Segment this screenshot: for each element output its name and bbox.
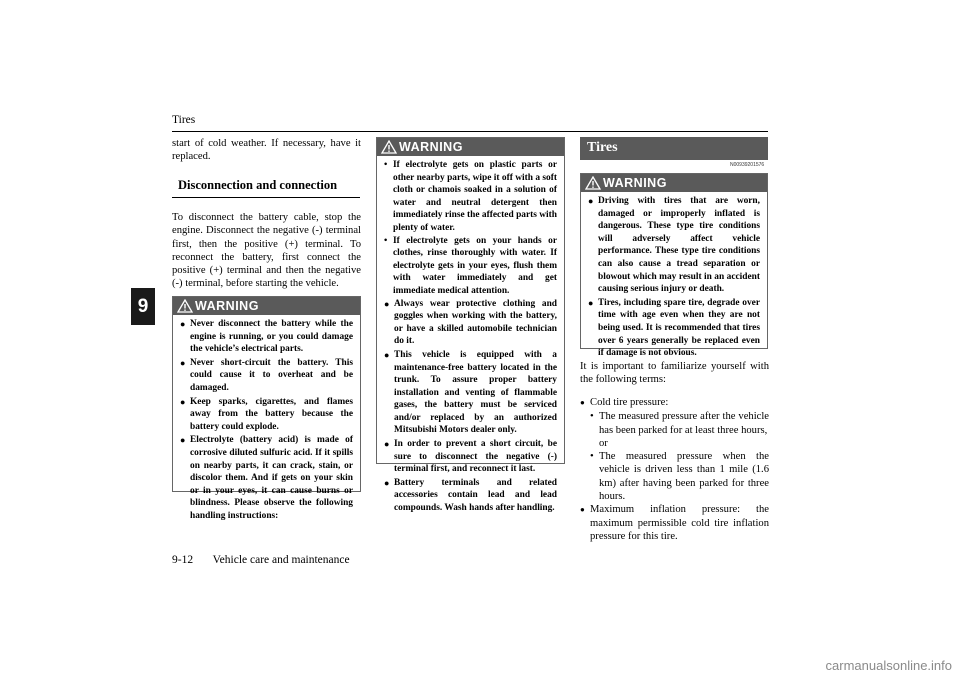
terms-list xyxy=(580,396,769,544)
left-intro: start of cold weather. If necessary, have it replaced. xyxy=(172,138,361,163)
page-footer xyxy=(172,554,350,566)
warning-box-middle xyxy=(376,137,565,514)
page-header-title: Tires xyxy=(172,114,196,126)
term-item: ● Cold tire pressure: xyxy=(580,397,669,408)
term-subitems xyxy=(580,410,769,503)
bullet-icon: ● xyxy=(384,298,390,309)
footer-section: Vehicle care and maintenance xyxy=(212,554,350,566)
bullet-icon: ● xyxy=(580,505,585,515)
term-subitem: • The measured pressure when the vehicle is driven less than 1 mile (1.6 km) after having been parked for three hours. xyxy=(590,451,769,503)
warning-item: ● Keep sparks, cigarettes, and flames away from the battery because the battery could explode. xyxy=(180,396,353,432)
dot-marker: • xyxy=(384,235,388,246)
warning-subitem: • If electrolyte gets on your hands or clothes, rinse thoroughly with water. If electrolyte gets in your eyes, flush them with water immediately and get immediate medical attention. xyxy=(384,235,557,296)
term-subitem: • The measured pressure after the vehicle has been parked for at least three hours, xyxy=(590,411,769,436)
warning-item: ● Never disconnect the battery while the engine is running, or you could damage the vehicle’s electrical parts. xyxy=(180,319,353,355)
watermark: carmanualsonline.info xyxy=(825,658,952,673)
warning-item: ● Driving with tires that are worn, damaged or improperly inflated is dangerous. These type tire conditions will adversely affect vehicle performance. These type tire conditions can also cause a tread separation or blowout which may result in an accident causing serious injury or death. xyxy=(588,196,760,295)
left-paragraph: To disconnect the battery cable, stop the engine. Disconnect the negative (-) terminal first, then the positive (+) terminal. To reconnect the battery, first connect the positive (+) terminal and then the negative (-) terminal, before starting the vehicle. xyxy=(172,212,361,290)
warning-item: ● In order to prevent a short circuit, be sure to disconnect the negative (-) terminal first, and reconnect it last. xyxy=(384,439,557,475)
bullet-icon: ● xyxy=(384,349,390,360)
warning-header: WARNING xyxy=(173,297,360,315)
warning-triangle-icon xyxy=(381,140,397,154)
document-code: N00939201576 xyxy=(730,162,765,168)
warning-item: ● Battery terminals and related accessories contain lead and lead compounds. Wash hands after handling. xyxy=(384,477,557,514)
dot-marker: • xyxy=(384,160,388,170)
bullet-icon: ● xyxy=(180,319,186,329)
warning-box-right xyxy=(580,173,768,359)
section-heading-tires: Tires xyxy=(580,137,768,160)
warning-header: WARNING xyxy=(377,138,564,156)
right-paragraph: It is important to familiarize yourself with the following terms: xyxy=(580,361,769,386)
bullet-icon: ● xyxy=(384,439,390,450)
warning-subitem: • If electrolyte gets on plastic parts or other nearby parts, wipe it off with a soft cloth or chamois soaked in a solution of water and neutral detergent then immediately rinse the affected parts with plenty of water. xyxy=(384,160,557,233)
page-number: 9-12 xyxy=(172,554,194,566)
dot-marker: • xyxy=(590,411,594,423)
dot-marker: • xyxy=(590,451,594,463)
bullet-icon: ● xyxy=(384,477,390,488)
bullet-icon: ● xyxy=(180,435,186,446)
header-rule xyxy=(172,131,768,132)
chapter-tab: 9 xyxy=(131,288,155,325)
warning-triangle-icon xyxy=(585,176,601,190)
bullet-icon: ● xyxy=(588,196,594,206)
warning-item: ● Tires, including spare tire, degrade over time with age even when they are not being used. It is recommended that tires over 6 years generally be replaced even if damage is not obvious. xyxy=(588,297,760,359)
term-or: or xyxy=(599,437,608,449)
term-item: ● Maximum inflation pressure: the maximum permissible cold tire inflation pressure for this tire. xyxy=(580,504,769,542)
warning-box-left xyxy=(172,296,361,521)
bullet-icon: ● xyxy=(580,398,585,407)
warning-item: ● Always wear protective clothing and goggles when working with the battery, or have a skilled automobile technician do it. xyxy=(384,298,557,347)
warning-item: ● Never short-circuit the battery. This could cause it to overheat and be damaged. xyxy=(180,357,353,393)
warning-item: ● This vehicle is equipped with a maintenance-free battery located in the trunk. To assure proper battery installation and venting of flammable gases, the battery must be serviced and/or replaced by an authorized Mitsubishi Motors dealer only. xyxy=(384,349,557,436)
bullet-icon: ● xyxy=(588,297,594,308)
warning-header: WARNING xyxy=(581,174,767,192)
warning-triangle-icon xyxy=(177,299,193,313)
section-heading-disconnection: Disconnection and connection xyxy=(172,174,360,198)
bullet-icon: ● xyxy=(180,357,186,368)
warning-item: ● Electrolyte (battery acid) is made of corrosive diluted sulfuric acid. If it spills on nearby parts, it can crack, stain, or discolor them. And if gets on your skin or in your eyes, it can cause burns or blindness. Please observe the following handling instructions: xyxy=(180,435,353,521)
bullet-icon: ● xyxy=(180,396,186,407)
